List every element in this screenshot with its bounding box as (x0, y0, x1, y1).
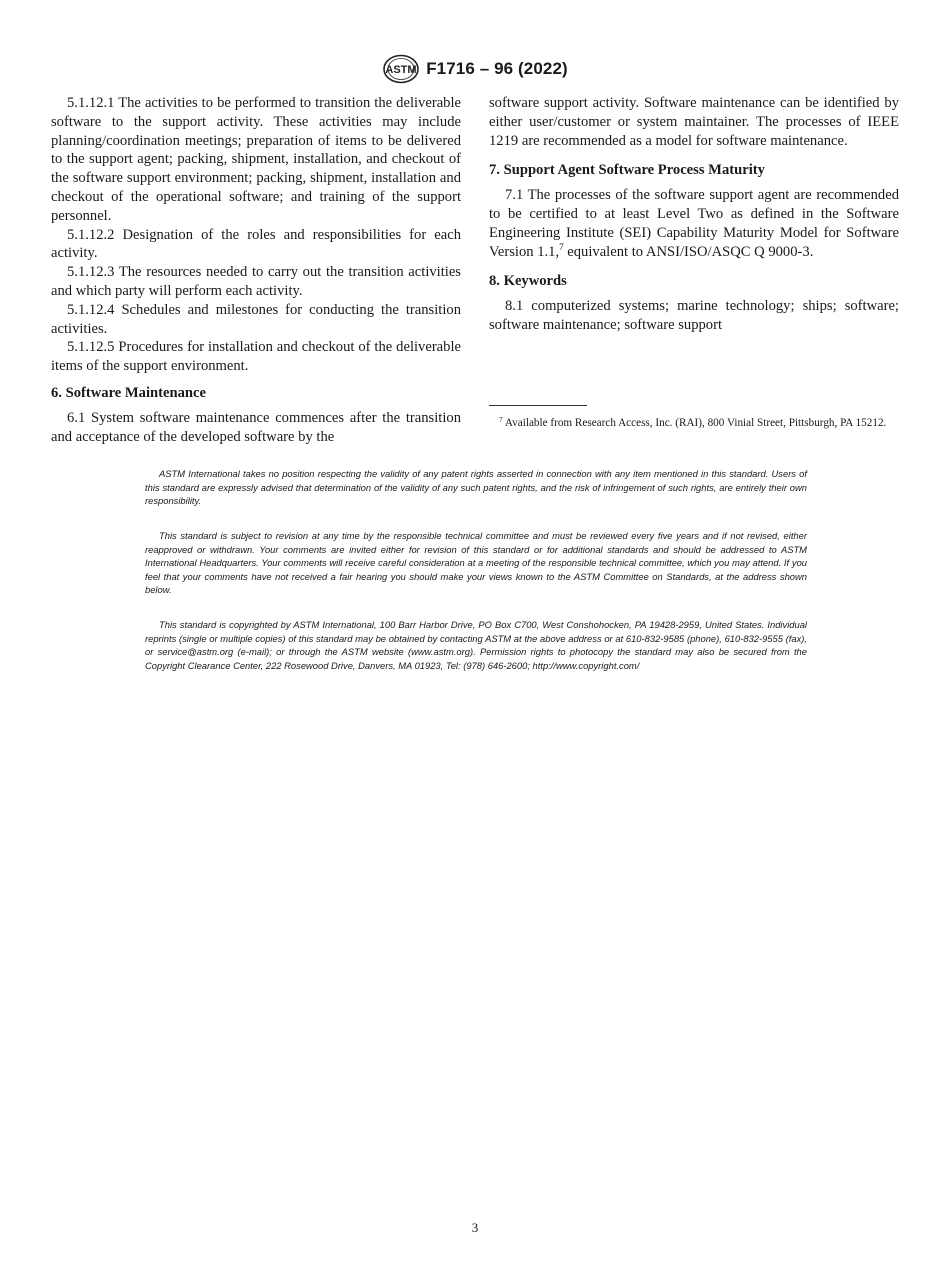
paragraph-5-1-12-4: 5.1.12.4 Schedules and milestones for conducting the transition activities. (51, 301, 461, 337)
left-column (51, 94, 461, 446)
astm-logo-icon (382, 54, 420, 84)
paragraph-7-1-text-end: equivalent to ANSI/ISO/ASQC Q 9000-3. (563, 243, 814, 260)
section-8-heading: 8. Keywords (489, 273, 567, 290)
paragraph-6-1: 6.1 System software maintenance commences after the transition and acceptance of the developed software by the (51, 409, 461, 445)
standard-designation: F1716 – 96 (2022) (426, 59, 568, 78)
section-7-heading: 7. Support Agent Software Process Maturity (489, 162, 765, 179)
paragraph-8-1: 8.1 computerized systems; marine technology; ships; software; software maintenance; software support (489, 298, 899, 333)
footnote-text: Available from Research Access, Inc. (RAI), 800 Vinial Street, Pittsburgh, PA 15212. (502, 417, 887, 429)
paragraph-5-1-12-5: 5.1.12.5 Procedures for installation and checkout of the deliverable items of the support environment. (51, 339, 461, 375)
paragraph-5-1-12-3: 5.1.12.3 The resources needed to carry out the transition activities and which party will perform each activity. (51, 264, 461, 299)
revision-notice: This standard is subject to revision at any time by the responsible technical committee and must be reviewed every five years and if not revised, either reapproved or withdrawn. Your comments are invited either for revision of this standard or for additional standards and should be addressed to ASTM International Headquarters. Your comments will receive careful consideration at a meeting of the responsible technical committee, which you may attend. If you feel that your comments have not received a fair hearing you should make your views known to the ASTM Committee on Standards, at the address shown below. (145, 530, 807, 596)
section-6-heading: 6. Software Maintenance (51, 384, 206, 401)
copyright-notice: This standard is copyrighted by ASTM International, 100 Barr Harbor Drive, PO Box C700, West Conshohocken, PA 19428-2959, United States. Individual reprints (single or multiple copies) of this standard may be obtained by contacting ASTM at the above address or at 610-832-9585 (phone), 610-832-9555 (fax), or service@astm.org (e-mail); or through the ASTM website (www.astm.org). Permission rights to photocopy the standard may also be secured from the Copyright Clearance Center, 222 Rosewood Drive, Danvers, MA 01923, Tel: (978) 646-2600; http://www.copyright.com/ (145, 619, 807, 671)
footnote-marker: 7 (499, 415, 503, 424)
astm-logo-text: ASTM (385, 64, 417, 76)
footnote-7 (489, 416, 899, 431)
right-column (489, 94, 899, 335)
paragraph-7-1-text: 7.1 The processes of the software support agent are recommended to be certified to at least Level Two as defined in the Software Engineering Institute (SEI) Capability Maturity Model for Software Version 1.1, (489, 187, 899, 260)
paragraph-6-1-continued: software support activity. Software maintenance can be identified by either user/customer or system maintainer. The processes of IEEE 1219 are recommended as a model for software maintenance. (489, 95, 899, 149)
page-number: 3 (471, 1220, 479, 1235)
footnote-ref-7: 7 (559, 241, 564, 252)
paragraph-5-1-12-2: 5.1.12.2 Designation of the roles and responsibilities for each activity. (51, 226, 461, 262)
paragraph-5-1-12-1: 5.1.12.1 The activities to be performed to transition the deliverable software to the support activity. These activities may include planning/coordination meetings; preparation of items to be delivered to the support agent; packing, shipment, installation, and checkout of the software support environment; packing, shipment, installation and checkout of the operational software; and training of the support personnel. (51, 95, 461, 224)
patent-notice: ASTM International takes no position respecting the validity of any patent rights asserted in connection with any item mentioned in this standard. Users of this standard are expressly advised that determination of the validity of any such patent rights, and the risk of infringement of such rights, are entirely their own responsibility. (145, 468, 807, 507)
page-header (0, 54, 950, 84)
footnote-divider (489, 405, 587, 406)
paragraph-7-1 (489, 186, 899, 261)
